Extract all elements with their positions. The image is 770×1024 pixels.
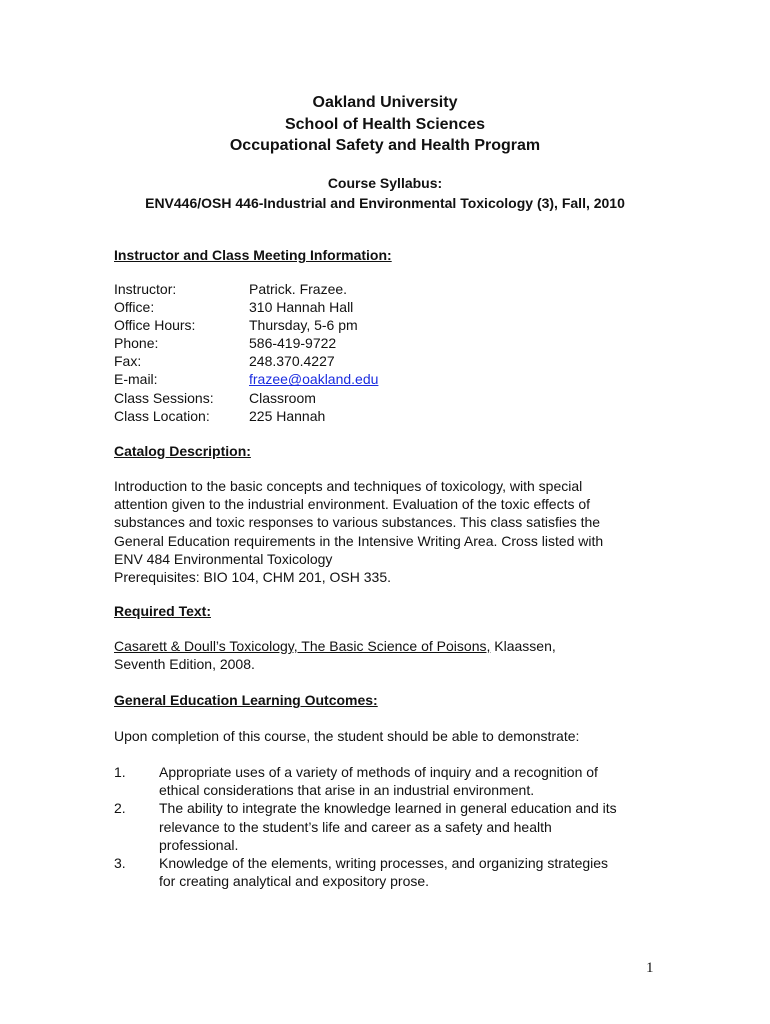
paragraph-line: General Education requirements in the Intensive Writing Area. Cross listed with <box>114 532 604 549</box>
instructor-heading: Instructor and Class Meeting Information: <box>114 247 392 263</box>
list-number: 3. <box>114 855 126 872</box>
book-edition: Seventh Edition, 2008. <box>114 656 255 673</box>
list-item <box>114 763 617 799</box>
info-value: Classroom <box>249 389 316 406</box>
list-line: professional. <box>159 836 239 853</box>
document-header <box>0 92 770 157</box>
catalog-description <box>114 477 659 586</box>
program-name: Occupational Safety and Health Program <box>229 137 541 154</box>
list-item-text <box>159 854 608 890</box>
book-title: Casarett & Doull’s Toxicology, The Basic Science of Poisons, <box>114 638 491 654</box>
info-row <box>114 389 378 407</box>
required-text-heading: Required Text: <box>114 603 211 619</box>
info-row <box>114 316 378 334</box>
course-title: ENV446/OSH 446-Industrial and Environmental Toxicology (3), Fall, 2010 <box>145 195 625 211</box>
required-text-citation <box>114 637 659 673</box>
list-item-text <box>159 799 617 854</box>
info-row <box>114 370 378 388</box>
catalog-heading: Catalog Description: <box>114 443 251 459</box>
info-label: Fax: <box>114 353 142 370</box>
outcomes-intro: Upon completion of this course, the student should be able to demonstrate: <box>114 728 580 744</box>
list-item <box>114 799 617 854</box>
course-title-block <box>0 173 770 213</box>
info-row <box>114 298 378 316</box>
list-line: The ability to integrate the knowledge learned in general education and its <box>159 800 617 817</box>
info-label: Office Hours: <box>114 317 196 334</box>
info-value: Patrick. Frazee. <box>249 281 348 297</box>
info-value: 248.370.4227 <box>249 353 335 370</box>
outcomes-heading: General Education Learning Outcomes: <box>114 692 378 708</box>
outcomes-list <box>114 763 617 890</box>
info-value: 586-419-9722 <box>249 335 337 352</box>
paragraph-line: attention given to the industrial environment. Evaluation of the toxic effects of <box>114 496 591 513</box>
info-label: E-mail: <box>114 371 158 388</box>
info-row <box>114 352 378 370</box>
email-link[interactable]: frazee@oakland.edu <box>249 371 379 388</box>
paragraph-line: Introduction to the basic concepts and techniques of toxicology, with special <box>114 478 583 494</box>
book-author: Klaassen, <box>490 638 556 654</box>
list-line: ethical considerations that arise in an industrial environment. <box>159 782 535 799</box>
info-label: Office: <box>114 299 155 316</box>
list-number: 2. <box>114 800 126 817</box>
info-row <box>114 334 378 352</box>
info-label: Class Sessions: <box>114 389 214 406</box>
info-row <box>114 280 378 298</box>
list-line: Appropriate uses of a variety of methods of inquiry and a recognition of <box>159 764 598 780</box>
university-name: Oakland University <box>312 94 458 111</box>
page-number: 1 <box>646 960 654 976</box>
paragraph-line: substances and toxic responses to various substances. This class satisfies the <box>114 514 601 531</box>
info-label: Class Location: <box>114 407 210 424</box>
info-label: Instructor: <box>114 281 177 297</box>
school-name: School of Health Sciences <box>284 115 486 133</box>
info-value: Thursday, 5-6 pm <box>249 317 358 334</box>
list-line: for creating analytical and expository prose. <box>159 873 430 890</box>
list-line: Knowledge of the elements, writing processes, and organizing strategies <box>159 855 609 872</box>
info-label: Phone: <box>114 335 159 352</box>
list-item <box>114 854 617 890</box>
info-value: 225 Hannah <box>249 407 326 424</box>
list-number: 1. <box>114 764 126 780</box>
paragraph-line: ENV 484 Environmental Toxicology <box>114 550 333 567</box>
info-row <box>114 407 378 425</box>
instructor-info-table <box>114 280 378 425</box>
list-line: relevance to the student’s life and career as a safety and health <box>159 818 552 835</box>
list-item-text <box>159 763 598 799</box>
info-value: 310 Hannah Hall <box>249 299 354 316</box>
paragraph-line: Prerequisites: BIO 104, CHM 201, OSH 335. <box>114 569 392 586</box>
syllabus-label: Course Syllabus: <box>327 175 443 191</box>
citation-line <box>114 637 659 655</box>
